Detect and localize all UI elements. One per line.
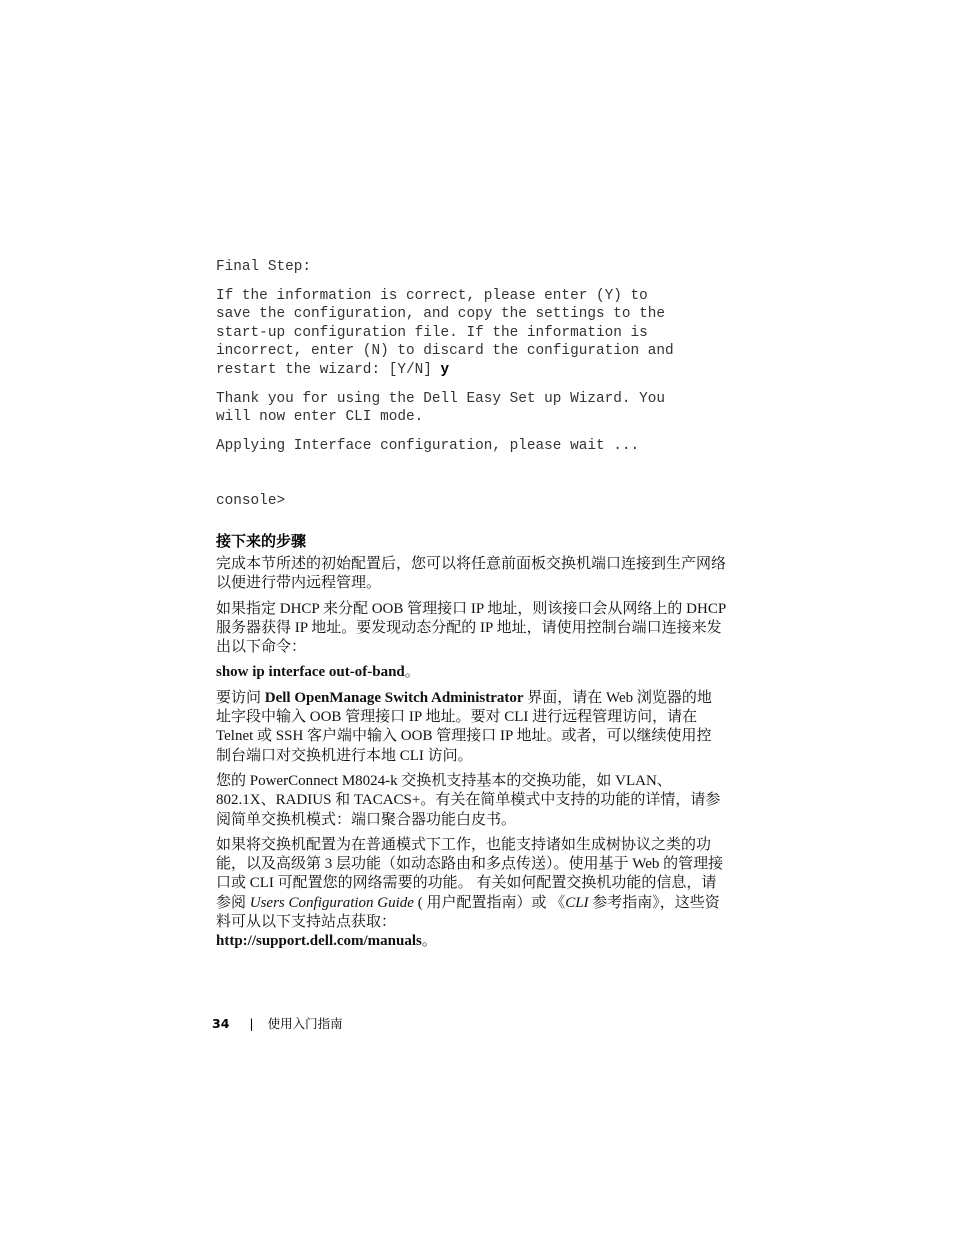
footer-separator: | <box>249 1016 254 1031</box>
console-confirm-input: y <box>440 361 450 378</box>
paragraph-features: 您的 PowerConnect M8024-k 交换机支持基本的交换功能，如 VLAN、802.1X、RADIUS 和 TACACS+。有关在简单模式中支持的功能的详情，请参阅简单交换机模式：端口聚合器功能白皮书。 <box>216 772 721 828</box>
console-final-step: Final Step: <box>216 259 311 275</box>
support-url[interactable]: http://support.dell.com/manuals <box>216 933 422 950</box>
console-prompt: console> <box>216 493 286 510</box>
cli-title: CLI <box>565 894 589 911</box>
page-footer <box>212 1015 343 1033</box>
product-name: Dell OpenManage Switch Administrator <box>264 689 524 706</box>
page-content <box>216 258 726 952</box>
command-text: show ip interface out-of-band <box>216 664 405 681</box>
paragraph-initial-config: 完成本节所述的初始配置后，您可以将任意前面板交换机端口连接到生产网络以便进行带内远程管理。 <box>216 555 727 592</box>
paragraph-dhcp: 如果指定 DHCP 来分配 OOB 管理接口 IP 地址，则该接口会从网络上的 DHCP 服务器获得 IP 地址。要发现动态分配的 IP 地址，请使用控制台端口连接来发出以下命令： <box>216 600 726 656</box>
paragraph-normal-mode: 如果将交换机配置为在普通模式下工作，也能支持诸如生成树协议之类的功能，以及高级第 3 层功能（如动态路由和多点传送）。使用基于 Web 的管理接口或 CLI 可配置您的网络需要的功能。 有关如何配置交换机功能的信息，请参阅 Users Configuration Guide ( 用户配置指南）或 《CLI 参考指南》，这些资料可从以下支持站点获取： http://support.dell.com/manuals。 <box>216 836 724 950</box>
console-confirm-block <box>216 287 726 380</box>
page-number: 34 <box>212 1016 230 1031</box>
paragraph-access: 要访问 Dell OpenManage Switch Administrator 界面，请在 Web 浏览器的地址字段中输入 OOB 管理接口 IP 地址。要对 CLI 进行远程管理访问，请在 Telnet 或 SSH 客户端中输入 OOB 管理接口 IP 地址。或者，可以继续使用控制台端口对交换机进行本地 CLI 访问。 <box>216 689 712 764</box>
guide-title: Users Configuration Guide <box>249 894 414 911</box>
console-thanks: Thank you for using the Dell Easy Set up Wizard. You will now enter CLI mode. <box>216 390 666 426</box>
section-heading: 接下来的步骤 <box>216 531 307 550</box>
console-confirm-text: If the information is correct, please enter (Y) to save the configuration, and copy the settings to the start-up configuration file. If the information is incorrect, enter (N) to discard the configuration and restart the wizard: [Y/N] <box>216 287 674 378</box>
console-applying: Applying Interface configuration, please wait ... <box>216 437 640 454</box>
footer-title: 使用入门指南 <box>267 1016 343 1031</box>
paragraph-command: show ip interface out-of-band。 <box>216 664 420 681</box>
